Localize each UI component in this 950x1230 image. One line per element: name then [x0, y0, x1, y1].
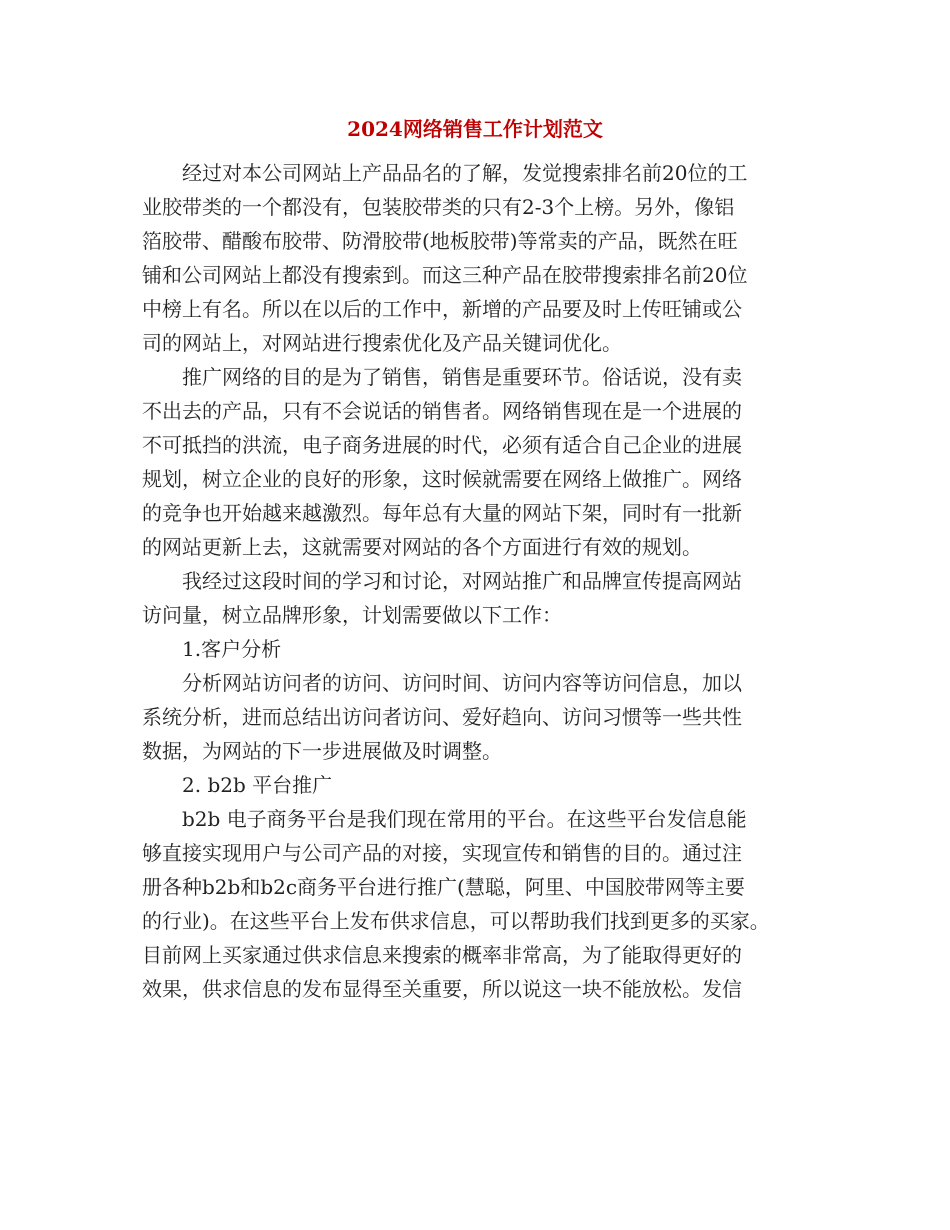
text-line: 系统分析，进而总结出访问者访问、爱好趋向、访问习惯等一些共性 — [142, 705, 742, 729]
text-line: 的竞争也开始越来越激烈。每年总有大量的网站下架，同时有一批新 — [142, 501, 742, 525]
text-line: 册各种b2b和b2c商务平台进行推广(慧聪，阿里、中国胶带网等主要 — [142, 875, 745, 899]
text-line: 目前网上买家通过供求信息来搜索的概率非常高，为了能取得更好的 — [142, 943, 742, 967]
text-line: b2b 电子商务平台是我们现在常用的平台。在这些平台发信息能 — [182, 807, 747, 831]
text-line: 数据，为网站的下一步进展做及时调整。 — [142, 739, 502, 763]
text-line: 经过对本公司网站上产品品名的了解，发觉搜索排名前20位的工 — [182, 161, 748, 185]
text-line: 箔胶带、醋酸布胶带、防滑胶带(地板胶带)等常卖的产品，既然在旺 — [142, 229, 738, 253]
document-title: 2024网络销售工作计划范文 — [347, 117, 603, 141]
paragraph-work-plan-intro — [142, 564, 822, 632]
text-line: 效果，供求信息的发布显得至关重要，所以说这一块不能放松。发信 — [142, 977, 742, 1001]
text-line: 业胶带类的一个都没有，包装胶带类的只有2-3个上榜。另外，像铝 — [142, 195, 735, 219]
document-body — [142, 156, 822, 1006]
paragraph-network-promotion — [142, 360, 822, 564]
text-line: 不出去的产品，只有不会说话的销售者。网络销售现在是一个进展的 — [142, 399, 742, 423]
text-line: 的网站更新上去，这就需要对网站的各个方面进行有效的规划。 — [142, 535, 702, 559]
text-line: 中榜上有名。所以在以后的工作中，新增的产品要及时上传旺铺或公 — [142, 297, 742, 321]
text-line: 访问量，树立品牌形象，计划需要做以下工作： — [142, 603, 562, 627]
text-line: 不可抵挡的洪流，电子商务进展的时代，必须有适合自己企业的进展 — [142, 433, 742, 457]
text-line: 1.客户分析 — [182, 637, 282, 661]
text-line: 分析网站访问者的访问、访问时间、访问内容等访问信息，加以 — [182, 671, 742, 695]
text-line: 够直接实现用户与公司产品的对接，实现宣传和销售的目的。通过注 — [142, 841, 742, 865]
text-line: 2. b2b 平台推广 — [182, 773, 333, 797]
text-line: 司的网站上，对网站进行搜索优化及产品关键词优化。 — [142, 331, 622, 355]
text-line: 规划，树立企业的良好的形象，这时候就需要在网络上做推广。网络 — [142, 467, 742, 491]
text-line: 铺和公司网站上都没有搜索到。而这三种产品在胶带搜索排名前20位 — [142, 263, 748, 287]
paragraph-customer-analysis — [142, 666, 822, 768]
text-line: 推广网络的目的是为了销售，销售是重要环节。俗话说，没有卖 — [182, 365, 742, 389]
section-heading-customer-analysis — [142, 632, 822, 666]
text-line: 我经过这段时间的学习和讨论，对网站推广和品牌宣传提高网站 — [182, 569, 742, 593]
section-heading-b2b-promotion — [142, 768, 822, 802]
text-line: 的行业)。在这些平台上发布供求信息，可以帮助我们找到更多的买家。 — [142, 909, 770, 933]
paragraph-b2b-promotion — [142, 802, 822, 1006]
paragraph-product-search — [142, 156, 822, 360]
